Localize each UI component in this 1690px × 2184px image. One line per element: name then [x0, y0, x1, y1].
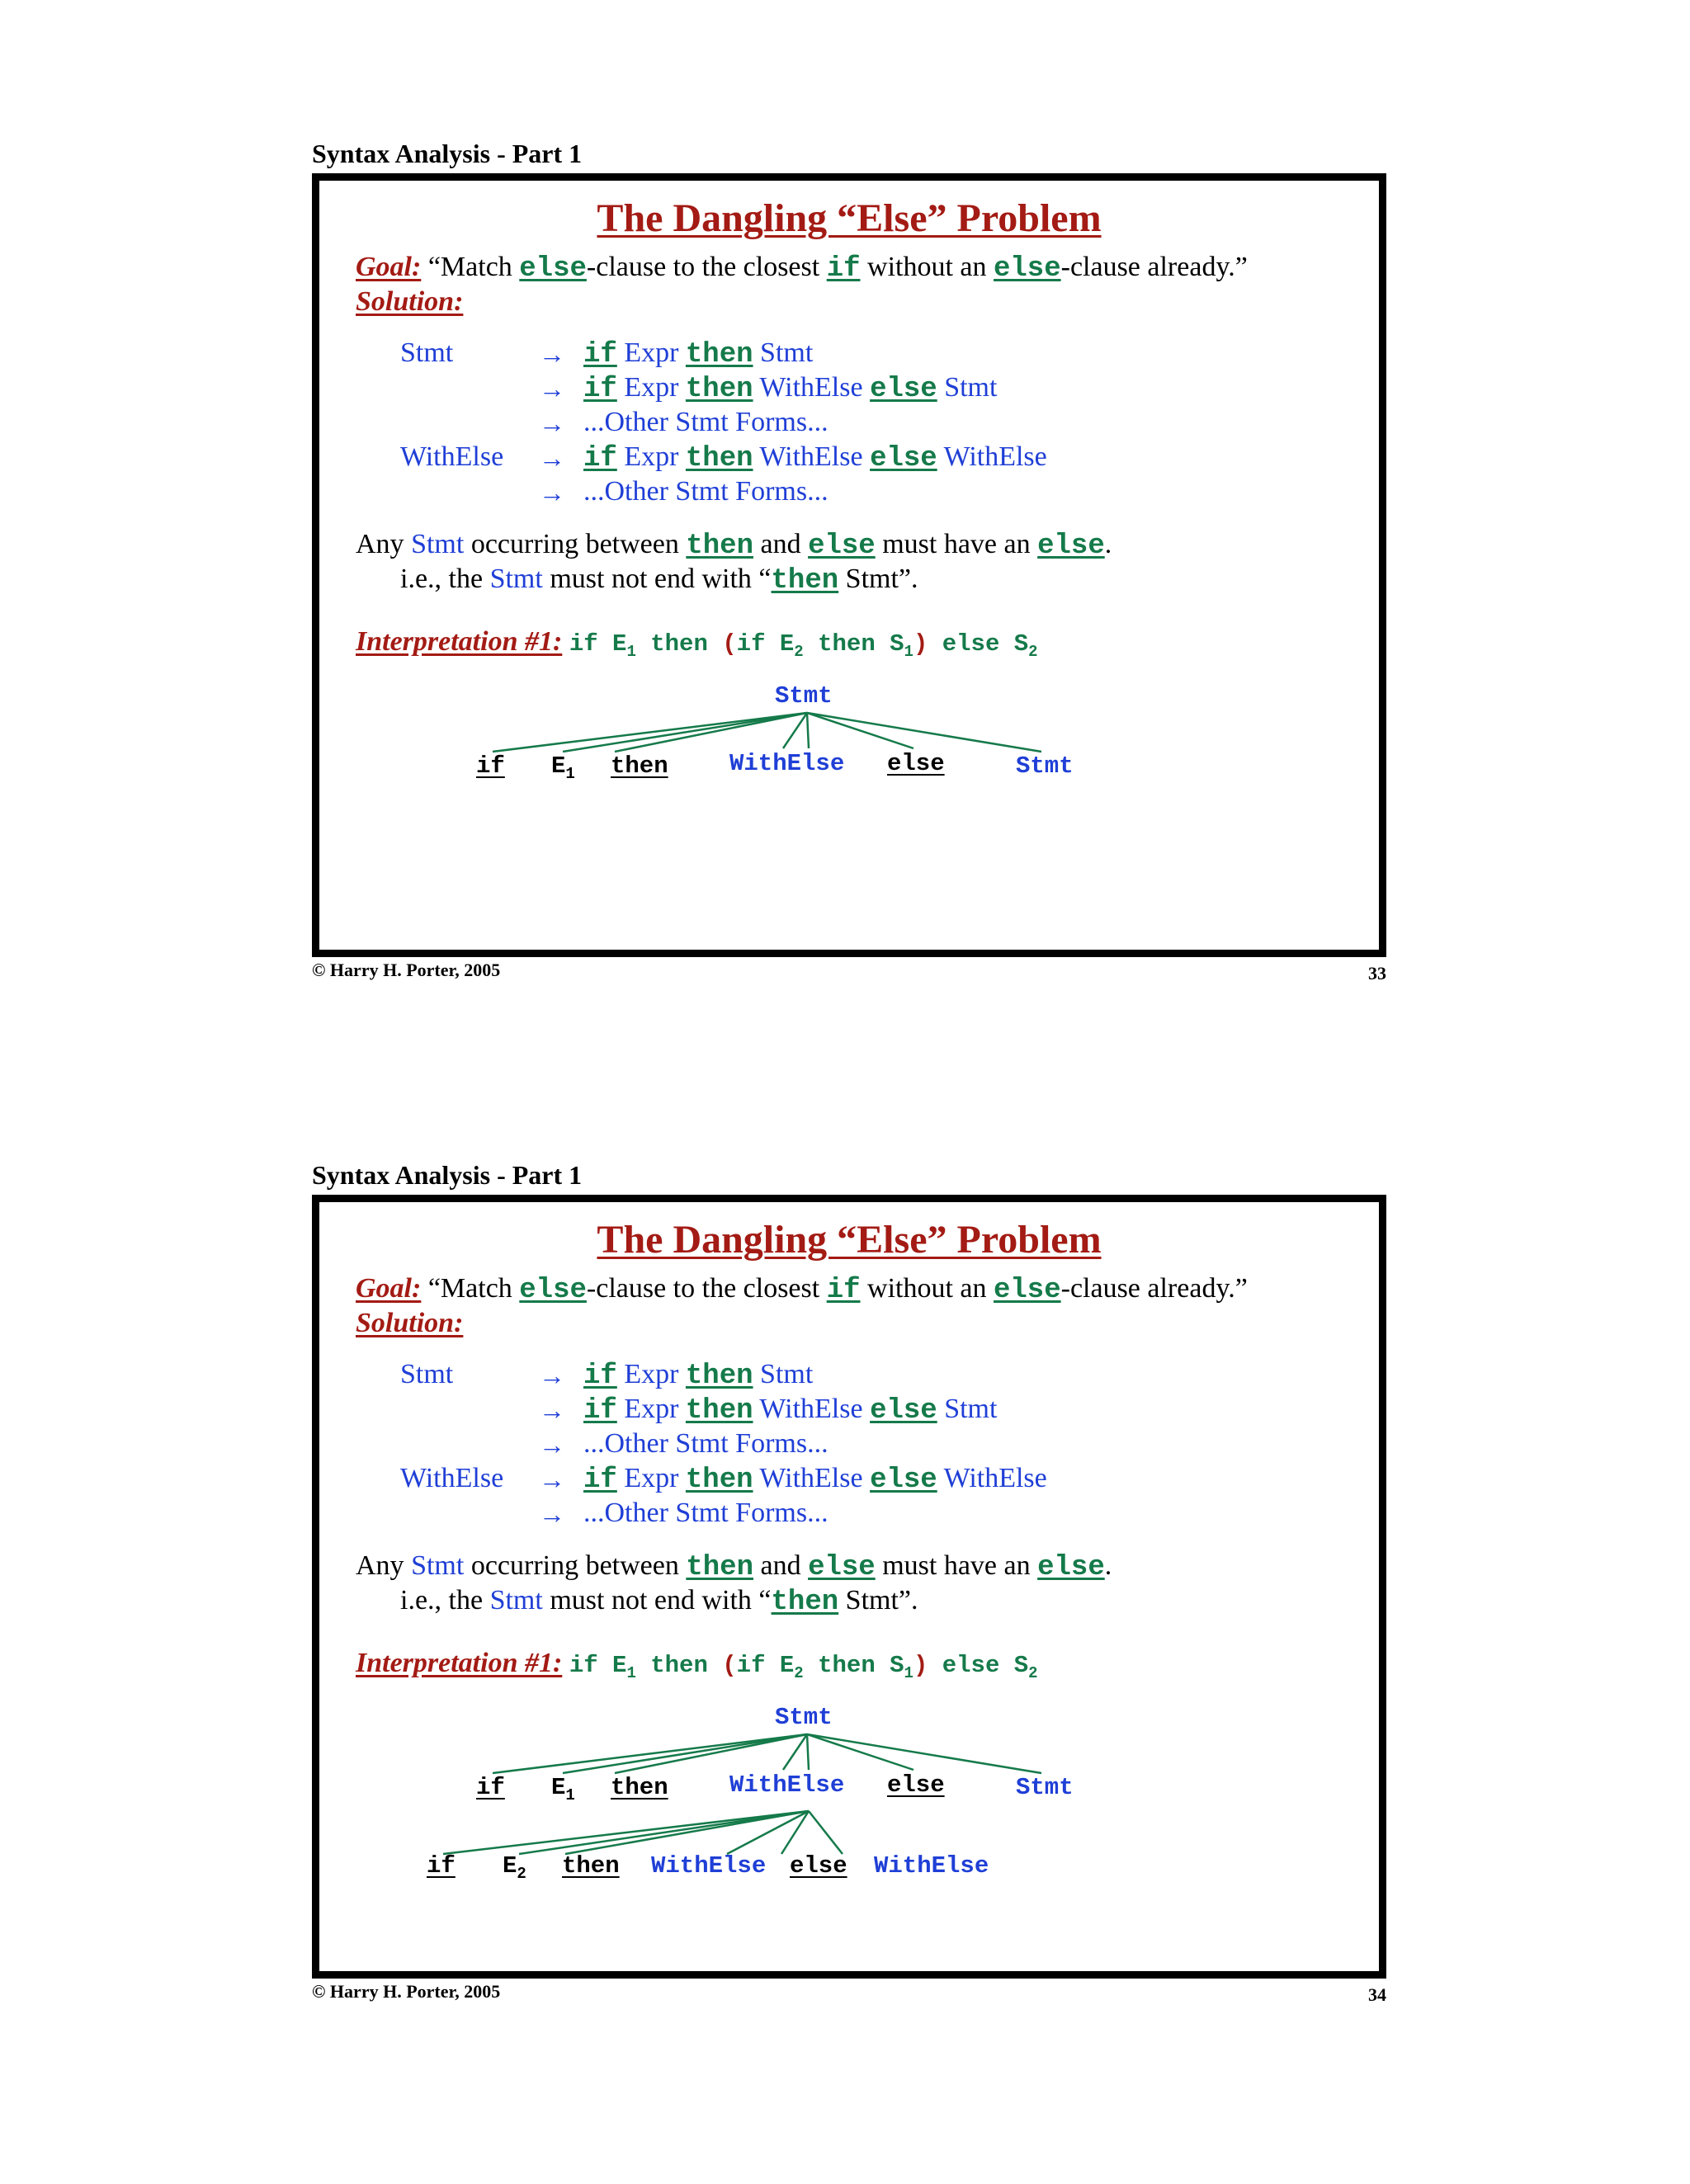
rule-text: Expr	[616, 441, 686, 472]
kw-else: else	[519, 1275, 587, 1306]
tree-edge	[807, 1734, 809, 1770]
interpretation-label: Interpretation #1:	[356, 626, 563, 657]
text: Stmt”.	[838, 564, 918, 594]
tree-node-withelse: WithElse	[874, 1852, 989, 1880]
tree-edge	[565, 1811, 809, 1854]
subscript: 2	[1028, 1663, 1038, 1682]
code-text: then S	[803, 1652, 904, 1679]
running-head: Syntax Analysis - Part 1	[312, 139, 583, 168]
rule-text: WithElse	[753, 372, 871, 403]
rule-text: Expr	[616, 372, 686, 403]
solution-label: Solution:	[356, 286, 464, 317]
tree-node-withelse: WithElse	[729, 750, 845, 777]
kw-if: if	[583, 374, 617, 405]
tree-edge	[493, 1734, 807, 1773]
kw-if: if	[583, 339, 617, 370]
page-34	[0, 1021, 1690, 2045]
tree-node-else: else	[790, 1852, 847, 1880]
kw-then: then	[686, 531, 753, 562]
text: .	[1104, 1550, 1112, 1581]
grammar-rule-5: ...Other Stmt Forms...	[583, 476, 828, 507]
code-text: if E	[569, 630, 627, 658]
arrow-icon: →	[539, 374, 565, 403]
text: .	[1104, 529, 1112, 559]
tree-node-if: if	[476, 752, 505, 780]
rule-text: WithElse	[937, 441, 1047, 472]
page-number: 34	[1368, 1984, 1386, 2005]
paren: (	[722, 630, 737, 658]
rule-text: Expr	[616, 337, 686, 368]
arrow-icon: →	[539, 443, 565, 473]
tree-node-stmt: Stmt	[1016, 752, 1074, 780]
nt-stmt: Stmt	[489, 564, 543, 594]
text: Any	[356, 529, 412, 559]
arrow-icon: →	[539, 1361, 565, 1390]
tree-node-then: then	[562, 1852, 620, 1880]
tree-node-else: else	[887, 750, 945, 777]
grammar-nt-stmt: Stmt	[400, 1359, 454, 1389]
tree-edge	[807, 1734, 913, 1770]
kw-else: else	[870, 374, 937, 405]
interpretation-label: Interpretation #1:	[356, 1648, 563, 1678]
kw-if: if	[826, 253, 861, 285]
rule-text: Stmt	[937, 1394, 998, 1424]
kw-then: then	[685, 339, 753, 370]
kw-then: then	[686, 1552, 753, 1583]
arrow-icon: →	[539, 1499, 565, 1529]
tree-edge	[807, 1734, 1041, 1773]
tree-node-e1	[551, 752, 575, 783]
kw-if: if	[826, 1275, 861, 1306]
arrow-icon: →	[539, 478, 565, 507]
grammar-rule-3: ...Other Stmt Forms...	[583, 407, 828, 437]
tree-edge	[809, 1811, 843, 1854]
grammar-nt-withelse: WithElse	[400, 1463, 504, 1493]
tree-root-stmt: Stmt	[775, 1704, 833, 1731]
page-number: 33	[1368, 963, 1386, 984]
tree-edge	[783, 1734, 807, 1770]
text: must not end with “	[542, 564, 772, 594]
tree-node-stmt: Stmt	[1016, 1774, 1074, 1801]
kw-else: else	[994, 253, 1061, 285]
slide-frame	[312, 1195, 1386, 1979]
tree-edge	[807, 713, 1041, 752]
tree-edge	[807, 713, 809, 748]
kw-else: else	[1037, 531, 1105, 562]
text: Stmt”.	[838, 1585, 918, 1616]
tree-node-else: else	[887, 1771, 945, 1799]
goal-text: -clause already.”	[1060, 1273, 1248, 1304]
subscript: 1	[565, 1785, 575, 1804]
kw-else: else	[870, 1395, 937, 1427]
goal-text: -clause to the closest	[586, 1273, 827, 1304]
rule-text: Stmt	[753, 1359, 814, 1389]
tree-edge	[783, 713, 807, 748]
kw-then: then	[685, 1361, 753, 1392]
tree-node-e1	[551, 1774, 575, 1804]
kw-then: then	[771, 565, 839, 597]
arrow-icon: →	[539, 1395, 565, 1425]
text: and	[753, 529, 809, 559]
kw-else: else	[808, 531, 876, 562]
text: occurring between	[464, 1550, 687, 1581]
code-text: then	[635, 1652, 723, 1679]
grammar-rule-5: ...Other Stmt Forms...	[583, 1498, 828, 1528]
text: and	[753, 1550, 809, 1581]
kw-then: then	[771, 1587, 839, 1618]
kw-if: if	[583, 1465, 617, 1496]
code-text: else S	[928, 1652, 1029, 1679]
rule-text: WithElse	[753, 1463, 871, 1493]
tree-edge	[563, 713, 807, 752]
rule-text: Stmt	[937, 372, 998, 403]
paren: (	[722, 1652, 737, 1679]
subscript: 2	[794, 642, 804, 661]
arrow-icon: →	[539, 1430, 565, 1460]
tree-edge	[443, 1811, 809, 1854]
kw-if: if	[583, 1361, 617, 1392]
goal-text: without an	[860, 1273, 994, 1304]
tree-node-withelse: WithElse	[729, 1771, 845, 1799]
kw-else: else	[994, 1275, 1061, 1306]
subscript: 1	[626, 642, 636, 661]
kw-else: else	[808, 1552, 876, 1583]
slide-title: The Dangling “Else” Problem	[597, 1218, 1102, 1262]
code-text: then	[635, 630, 723, 658]
code-text: then S	[803, 630, 904, 658]
subscript: 2	[794, 1663, 804, 1682]
running-head: Syntax Analysis - Part 1	[312, 1160, 583, 1190]
goal-text: -clause to the closest	[586, 252, 827, 282]
text: must have an	[875, 529, 1038, 559]
code-text: else S	[928, 630, 1029, 658]
rule-text: WithElse	[753, 441, 871, 472]
slide-title: The Dangling “Else” Problem	[597, 196, 1102, 240]
tree-node-e2	[503, 1852, 526, 1883]
kw-else: else	[519, 253, 587, 285]
rule-text: WithElse	[753, 1394, 871, 1424]
goal-text: without an	[860, 252, 994, 282]
tree-edge	[519, 1811, 809, 1854]
node-text: E	[503, 1852, 517, 1880]
kw-else: else	[870, 443, 937, 474]
tree-node-then: then	[611, 752, 668, 780]
kw-if: if	[583, 1395, 617, 1427]
tree-node-then: then	[611, 1774, 668, 1801]
text: Any	[356, 1550, 412, 1581]
subscript: 2	[517, 1864, 526, 1883]
node-text: E	[551, 1774, 566, 1801]
tree-edge	[563, 1734, 807, 1773]
goal-text: “Match	[427, 252, 520, 282]
code-text: if E	[736, 630, 795, 658]
grammar-nt-withelse: WithElse	[400, 441, 504, 472]
parse-tree-lines	[319, 1202, 1379, 1971]
grammar-rule-3: ...Other Stmt Forms...	[583, 1428, 828, 1459]
text: i.e., the	[400, 564, 490, 594]
slide-frame	[312, 173, 1386, 957]
tree-node-if: if	[476, 1774, 505, 1801]
subscript: 1	[626, 1663, 636, 1682]
rule-text: WithElse	[937, 1463, 1047, 1493]
goal-label: Goal:	[356, 252, 422, 282]
kw-then: then	[685, 1395, 753, 1427]
nt-stmt: Stmt	[411, 529, 465, 559]
tree-node-if: if	[427, 1852, 456, 1880]
goal-text: “Match	[427, 1273, 520, 1304]
rule-text: Expr	[616, 1394, 686, 1424]
solution-label: Solution:	[356, 1308, 464, 1338]
footer-copyright: © Harry H. Porter, 2005	[312, 960, 501, 980]
rule-text: Stmt	[753, 337, 814, 368]
kw-then: then	[685, 443, 753, 474]
grammar-nt-stmt: Stmt	[400, 337, 454, 368]
subscript: 2	[1028, 642, 1038, 661]
paren: )	[913, 630, 928, 658]
parse-tree-lines	[319, 181, 1379, 950]
kw-if: if	[583, 443, 617, 474]
arrow-icon: →	[539, 408, 565, 438]
nt-stmt: Stmt	[411, 1550, 465, 1581]
kw-else: else	[870, 1465, 937, 1496]
subscript: 1	[904, 1663, 913, 1682]
goal-text: -clause already.”	[1060, 252, 1248, 282]
kw-else: else	[1037, 1552, 1105, 1583]
rule-text: Expr	[616, 1359, 686, 1389]
arrow-icon: →	[539, 339, 565, 369]
node-text: E	[551, 752, 566, 780]
kw-then: then	[685, 374, 753, 405]
tree-edge	[807, 713, 913, 748]
tree-root-stmt: Stmt	[775, 682, 833, 710]
paren: )	[913, 1652, 928, 1679]
kw-then: then	[685, 1465, 753, 1496]
text: occurring between	[464, 529, 687, 559]
nt-stmt: Stmt	[489, 1585, 543, 1616]
text: must not end with “	[542, 1585, 772, 1616]
text: must have an	[875, 1550, 1038, 1581]
tree-edge	[493, 713, 807, 752]
text: i.e., the	[400, 1585, 490, 1616]
rule-text: Expr	[616, 1463, 686, 1493]
footer-copyright: © Harry H. Porter, 2005	[312, 1981, 501, 2002]
code-text: if E	[736, 1652, 795, 1679]
code-text: if E	[569, 1652, 627, 1679]
subscript: 1	[904, 642, 913, 661]
subscript: 1	[565, 764, 575, 783]
tree-node-withelse: WithElse	[651, 1852, 767, 1880]
page-33	[0, 0, 1690, 1023]
goal-label: Goal:	[356, 1273, 422, 1304]
arrow-icon: →	[539, 1465, 565, 1494]
